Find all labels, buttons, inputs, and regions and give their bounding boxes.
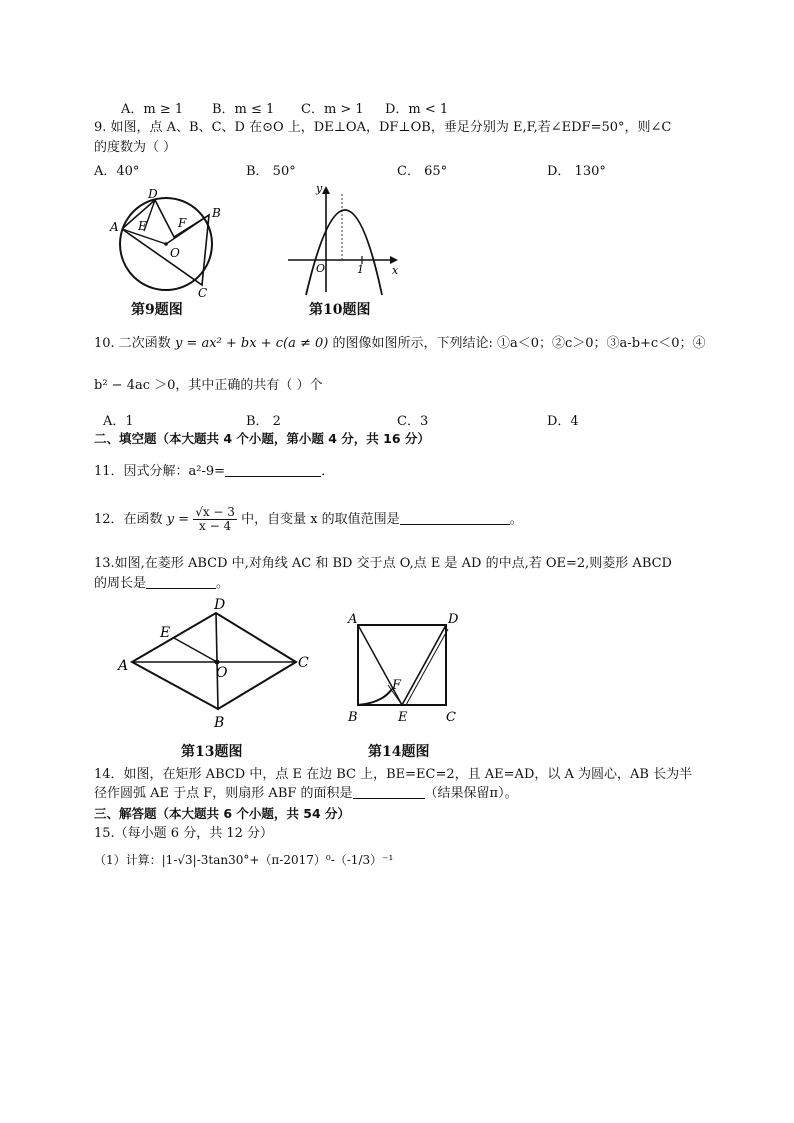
- fig14-label-a: A: [348, 612, 358, 627]
- q13-text-line1: 13.如图,在菱形 ABCD 中,对角线 AC 和 BD 交于点 O,点 E 是 AD 的中点,若 OE=2,则菱形 ABCD: [94, 556, 672, 571]
- q12-fraction: [193, 506, 237, 533]
- q14-end: （结果保留π）。: [424, 786, 518, 801]
- q15-part1: （1）计算：|1-√3|-3tan30°+（π-2017）⁰-（-1/3）⁻¹: [94, 853, 394, 867]
- q13-figure-caption: 第13题图: [181, 744, 243, 760]
- q10-prefix: 10. 二次函数: [94, 336, 171, 351]
- q10-function: y = ax² + bx + c(a ≠ 0): [174, 336, 329, 351]
- q12-denominator: x − 4: [199, 519, 232, 533]
- q12-answer-blank: [400, 512, 510, 525]
- q14-answer-blank: [353, 786, 425, 799]
- fig9-label-f: F: [178, 216, 187, 230]
- q9-option-c: C． 65°: [397, 164, 448, 179]
- q11-end: ．: [321, 464, 335, 479]
- q9-text-line2: 的度数为（ ）: [94, 140, 177, 155]
- q12-text: [94, 502, 523, 538]
- q9-option-d: D． 130°: [547, 164, 606, 179]
- fig10-label-x: x: [392, 264, 399, 277]
- q14-rectangle-figure: [340, 605, 465, 730]
- q13-rhombus-figure: [114, 595, 320, 735]
- fig9-label-a: A: [110, 220, 119, 234]
- q11-text: [94, 464, 334, 480]
- fig10-label-y: y: [316, 182, 323, 195]
- fig14-label-c: C: [446, 710, 456, 725]
- q13-answer-blank: [146, 576, 216, 589]
- q15-header: 15.（每小题 6 分，共 12 分）: [94, 826, 274, 841]
- q9-option-b: B． 50°: [246, 164, 296, 179]
- q10-suffix: 的图像如图所示，下列结论: ①a＜0；②c＞0；③a-b+c＜0；④: [332, 336, 706, 351]
- q10-option-a: A．1: [103, 414, 134, 429]
- q8-option-a: A．m ≥ 1: [121, 102, 184, 117]
- fig9-label-b: B: [212, 206, 221, 220]
- q8-option-b: B．m ≤ 1: [212, 102, 275, 117]
- q9-text-line1: 9. 如图，点 A、B、C、D 在⊙O 上，DE⊥OA，DF⊥OB，垂足分别为 E,F,若∠EDF=50°，则∠C: [94, 120, 672, 135]
- fig9-label-e: E: [138, 219, 147, 233]
- q8-option-c: C．m > 1: [301, 102, 364, 117]
- q14-figure-caption: 第14题图: [368, 744, 430, 760]
- q10-text-line1: [94, 336, 705, 352]
- q13-end: 。: [216, 576, 230, 591]
- q11-prompt: 11．因式分解：a²-9=: [94, 464, 226, 479]
- fig14-label-d: D: [448, 612, 459, 627]
- q10-figure-caption: 第10题图: [309, 302, 371, 318]
- q10-option-c: C．3: [397, 414, 429, 429]
- fig13-label-o: O: [216, 665, 228, 681]
- fig13-label-b: B: [214, 715, 225, 731]
- q12-numerator: √x − 3: [195, 505, 235, 519]
- q10-option-d: D．4: [547, 414, 579, 429]
- fig14-label-b: B: [348, 710, 358, 725]
- q10-parabola-figure: [284, 180, 404, 300]
- q14-text-line1: 14．如图，在矩形 ABCD 中，点 E 在边 BC 上，BE=EC=2，且 AE=AD，以 A 为圆心，AB 长为半: [94, 767, 693, 782]
- fig14-label-e: E: [398, 710, 408, 725]
- q12-prefix: 12．在函数: [94, 512, 163, 527]
- q14-prompt: 径作圆弧 AE 于点 F，则扇形 ABF 的面积是: [94, 786, 353, 801]
- q13-prompt: 的周长是: [94, 576, 147, 591]
- q12-suffix: 中，自变量 x 的取值范围是: [241, 512, 400, 527]
- q12-y: y =: [166, 512, 190, 527]
- fig13-label-e: E: [160, 625, 171, 641]
- section-3-heading: 三、解答题（本大题共 6 个小题，共 54 分）: [94, 806, 351, 821]
- fig13-label-d: D: [214, 597, 226, 613]
- q10-option-b: B． 2: [246, 414, 281, 429]
- q9-circle-figure: [108, 185, 228, 303]
- q9-figure-caption: 第9题图: [131, 302, 183, 318]
- section-2-heading: 二、填空题（本大题共 4 个小题，第小题 4 分，共 16 分）: [94, 431, 430, 446]
- q11-answer-blank: [225, 464, 321, 477]
- fig13-label-c: C: [298, 655, 309, 671]
- fig9-label-c: C: [198, 286, 208, 300]
- q8-option-d: D．m < 1: [385, 102, 449, 117]
- q13-text-line2: [94, 576, 229, 592]
- q14-text-line2: [94, 786, 518, 802]
- fig9-label-o: O: [170, 246, 180, 260]
- fig10-label-o: O: [316, 262, 326, 275]
- fig14-label-f: F: [392, 678, 402, 693]
- q9-option-a: A．40°: [94, 164, 140, 179]
- q10-text-line2: b² − 4ac ＞0，其中正确的共有（ ）个: [94, 378, 323, 393]
- fig13-label-a: A: [118, 658, 129, 674]
- fig9-label-d: D: [148, 187, 158, 201]
- q12-end: 。: [509, 512, 523, 527]
- fig10-label-1: 1: [357, 263, 364, 276]
